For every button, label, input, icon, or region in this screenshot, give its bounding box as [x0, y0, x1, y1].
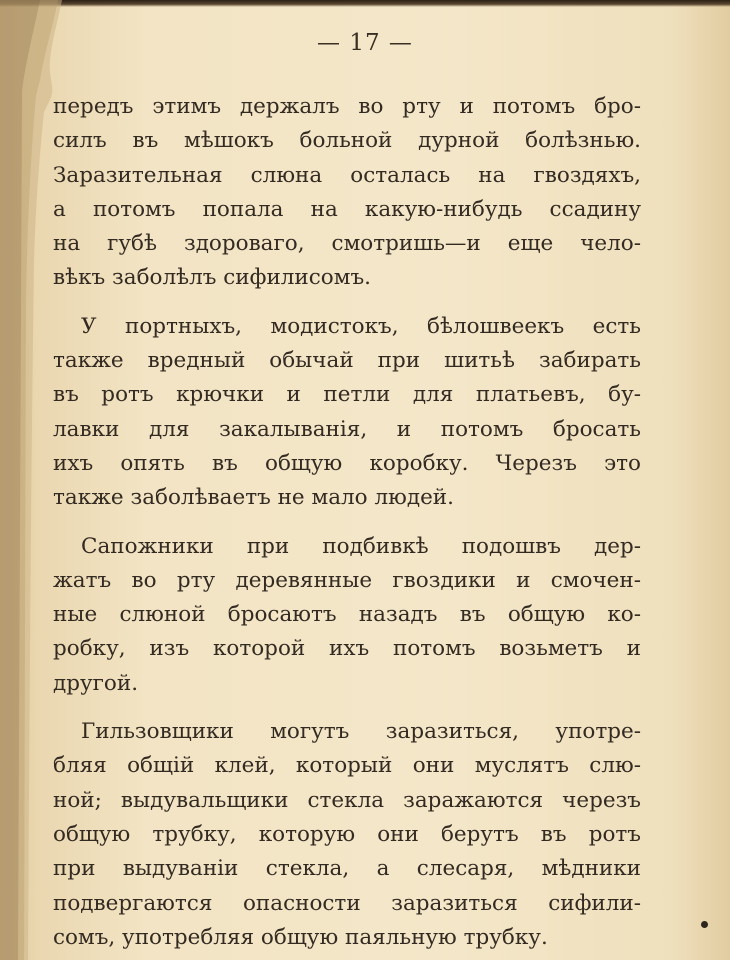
- text-line: Гильзовщики могутъ заразиться, употре-: [81, 719, 641, 745]
- text-line: а потомъ попала на какую-нибудь ссадину: [53, 196, 641, 222]
- text-line: вѣкъ заболѣлъ сифилисомъ.: [53, 265, 371, 291]
- text-line: на губѣ здороваго, смотришь—и еще чело-: [53, 231, 641, 257]
- page-number-header: — 17 —: [317, 30, 413, 56]
- paragraph: [53, 310, 641, 516]
- text-line: также заболѣваетъ не мало людей.: [53, 485, 454, 511]
- body-text: [53, 90, 641, 960]
- text-line: робку, изъ которой ихъ потомъ возьметъ и: [53, 636, 641, 662]
- text-line: Заразительная слюна осталась на гвоздяхъ,: [53, 162, 641, 188]
- text-line: У портныхъ, модистокъ, бѣлошвеекъ есть: [81, 313, 641, 339]
- text-line: лавки для закалыванія, и потомъ бросать: [53, 416, 641, 442]
- text-line: ные слюной бросаютъ назадъ въ общую ко-: [53, 602, 641, 628]
- paragraph: [53, 90, 641, 296]
- ink-spot: [701, 921, 708, 928]
- text-line: общую трубку, которую они берутъ въ ротъ: [53, 821, 641, 847]
- text-line: силъ въ мѣшокъ больной дурной болѣзнью.: [53, 128, 641, 154]
- text-line: ной; выдувальщики стекла заражаются черезъ: [53, 787, 641, 813]
- paragraph: [53, 715, 641, 955]
- text-line: жатъ во рту деревянные гвоздики и смочен-: [53, 567, 641, 593]
- text-line: ихъ опять въ общую коробку. Черезъ это: [53, 450, 641, 476]
- paragraph: [53, 530, 641, 701]
- text-line: Сапожники при подбивкѣ подошвъ дер-: [81, 533, 641, 559]
- text-line: бляя общій клей, который они муслятъ слю-: [53, 753, 641, 779]
- text-line: передъ этимъ держалъ во рту и потомъ бро-: [53, 94, 641, 119]
- page-top-edge: [0, 0, 730, 7]
- text-line: также вредный обычай при шитьѣ забирать: [53, 348, 641, 374]
- text-line: въ ротъ крючки и петли для платьевъ, бу-: [53, 382, 641, 408]
- text-line: при выдуваніи стекла, а слесаря, мѣдники: [53, 856, 641, 882]
- text-line: другой.: [53, 670, 139, 696]
- text-line: подвергаются опасности заразиться сифили-: [53, 890, 641, 916]
- text-line: сомъ, употребляя общую паяльную трубку.: [53, 924, 548, 950]
